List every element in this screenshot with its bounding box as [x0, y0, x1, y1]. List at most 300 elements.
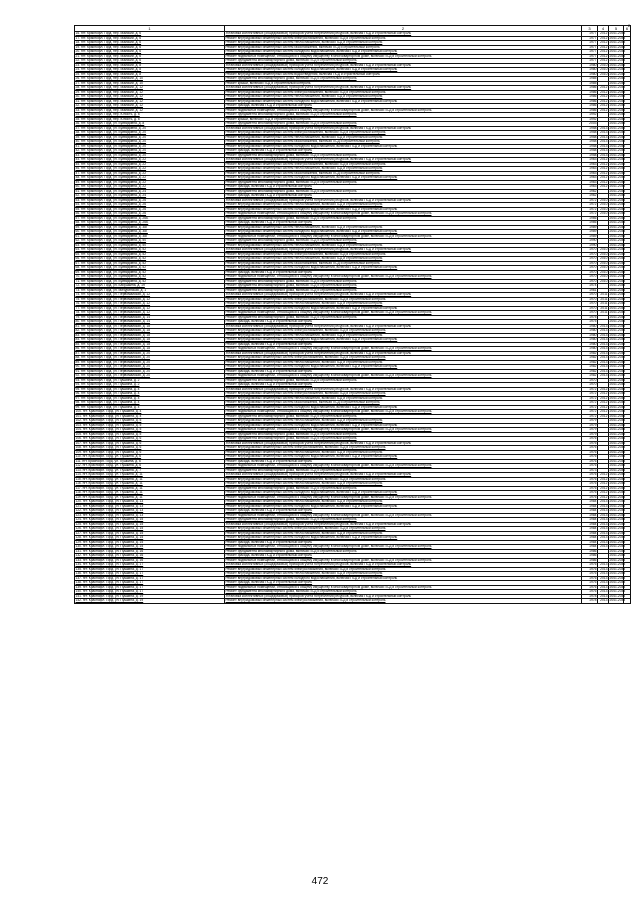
last-repair-year-cell: 2013 [598, 347, 609, 352]
year-built-cell: 1977 [582, 32, 598, 37]
year-built-cell: 1958 [582, 153, 598, 158]
planned-period-cell: 2041-2043 [609, 130, 626, 135]
planned-period-cell: 2041-2043 [609, 404, 626, 409]
planned-period-cell: 2041-2043 [609, 80, 626, 85]
address-cell: 70. пгт. Краснофл. Горд. ул. Буйвидовна, д. 52 [75, 275, 225, 280]
planned-period-cell: 2041-2043 [609, 553, 626, 558]
address-cell: 54. пгт. Краснофл. Горд. ул. Буйвидовна, д. 26 [75, 203, 225, 208]
last-repair-year-cell: 2012 [598, 50, 609, 55]
address-cell: 17. пгт. Краснофл. Горд. пер. Майский, д. 6 [75, 36, 225, 41]
year-built-cell: 1963 [582, 171, 598, 176]
planned-period-cell: 2041-2043 [609, 310, 626, 315]
work-type-cell: Ремонт подвальных помещений, относящихся к общему имуществу в многоквартирном доме, включая ПСД и строительный контроль [225, 374, 582, 379]
year-built-cell: 1980 [582, 63, 598, 68]
year-built-cell: 1976 [582, 450, 598, 455]
last-repair-year-cell: 2013 [598, 351, 609, 356]
planned-period-cell: 2041-2043 [609, 134, 626, 139]
work-type-cell: Ремонт внутридомовых инженерных систем газоснабжения, включая ПСД и строительный контроль [225, 45, 582, 50]
planned-period-cell: 2041-2043 [609, 467, 626, 472]
planned-period-cell: 2041-2043 [609, 193, 626, 198]
last-repair-year-cell: 2010 [598, 257, 609, 262]
planned-period-cell: 2041-2043 [609, 301, 626, 306]
planned-period-cell: 2041-2043 [609, 49, 626, 54]
last-repair-year-cell: 2012 [598, 396, 609, 401]
corner-mark: 2 [628, 23, 631, 28]
year-built-cell: 1984 [582, 504, 598, 509]
year-built-cell: 1990 [582, 243, 598, 248]
year-built-cell: 1972 [582, 396, 598, 401]
work-type-cell: Ремонт внутридомовых инженерных систем теплоснабжения, включая ПСД и строительный контроль [225, 360, 582, 365]
planned-period-cell: 2041-2043 [609, 242, 626, 247]
year-built-cell: 1986 [582, 108, 598, 113]
year-built-cell: 1972 [582, 207, 598, 212]
work-type-cell: Ремонт подвальных помещений, относящихся к общему имуществу в многоквартирном доме, включая ПСД и строительный контроль [225, 585, 582, 590]
address-cell: 136. пгт. Краснофл. Горд. ул. Пушкина, д. 17 [75, 572, 225, 577]
address-cell: 141. пгт. Краснофл. Горд. ул. Пушкина, д. 19 [75, 594, 225, 599]
planned-period-cell: 2041-2043 [609, 580, 626, 585]
last-repair-year-cell: 2013 [598, 324, 609, 329]
year-built-cell: 1985 [582, 81, 598, 86]
address-cell: 50. пгт. Краснофл. Горд. ул. Буйвидовна, д. 22 [75, 185, 225, 190]
address-cell: 67. пгт. Краснофл. Горд. ул. Буйвидовна, д. 52 [75, 261, 225, 266]
year-built-cell: 1976 [582, 495, 598, 500]
header-col-4: 4 [598, 26, 609, 32]
address-cell: 86. пгт. Краснофл. Горд. ул. Первомайская, д. 18 [75, 347, 225, 352]
last-repair-year-cell: 2012 [598, 95, 609, 100]
last-repair-year-cell: 2013 [598, 131, 609, 136]
address-cell: 53. пгт. Краснофл. Горд. ул. Буйвидовна, д. 26 [75, 198, 225, 203]
work-type-cell: Ремонт фасада, включая ПСД и строительный контроль [225, 342, 582, 347]
last-repair-year-cell: 2010 [598, 63, 609, 68]
work-type-cell: Ремонт фундамента многоквартирного дома, включая ПСД и строительный контроль [225, 239, 582, 244]
last-repair-year-cell: 2013 [598, 585, 609, 590]
address-cell: 55. пгт. Краснофл. Горд. ул. Буйвидовна, д. 26 [75, 207, 225, 212]
year-built-cell: 1970 [582, 261, 598, 266]
work-type-cell: Ремонт фундамента многоквартирного дома, включая ПСД и строительный контроль [225, 432, 582, 437]
year-built-cell: 1973 [582, 468, 598, 473]
planned-period-cell: 2041-2043 [609, 188, 626, 193]
work-type-cell: Ремонт фасада, включая ПСД и строительный контроль [225, 581, 582, 586]
planned-period-cell: 2041-2043 [609, 98, 626, 103]
address-cell: 118. пгт. Краснофл. Горд. ул. Пушкина, д. 11 [75, 491, 225, 496]
planned-period-cell: 2041-2043 [609, 85, 626, 90]
address-cell: 44. пгт. Краснофл. Горд. ул. Буйвидовна, д. 22 [75, 158, 225, 163]
planned-period-cell: 2041-2043 [609, 535, 626, 540]
work-type-cell: Ремонт подвальных помещений, относящихся к общему имуществу в многоквартирном доме, включая ПСД и строительный контроль [225, 212, 582, 217]
year-built-cell: 1977 [582, 36, 598, 41]
address-cell: 21. пгт. Краснофл. Горд. пер. Майский, д. 6 [75, 54, 225, 59]
work-type-cell: Ремонт внутридомовых инженерных систем теплоснабжения, включая ПСД и строительный контроль [225, 531, 582, 536]
year-built-cell: 1977 [582, 41, 598, 46]
address-cell: 103. пгт. Краснофл. Горд. ул. Пушкина, д. 5 [75, 423, 225, 428]
work-type-cell: Ремонт подвальных помещений, относящихся к общему имуществу в многоквартирном доме, включая ПСД и строительный контроль [225, 108, 582, 113]
address-cell: 126. пгт. Краснофл. Горд. ул. Пушкина, д. 15 [75, 527, 225, 532]
planned-period-cell: 2041-2043 [609, 197, 626, 202]
work-type-cell: Ремонт внутридомовых инженерных систем теплоснабжения, включая ПСД и строительный контроль [225, 500, 582, 505]
year-built-cell: 1970 [582, 270, 598, 275]
year-built-cell: 1986 [582, 558, 598, 563]
last-repair-year-cell: 2013 [598, 509, 609, 514]
planned-period-cell: 2041-2043 [609, 422, 626, 427]
year-built-cell: 1976 [582, 482, 598, 487]
last-repair-year-cell: 2013 [598, 531, 609, 536]
year-built-cell: 1977 [582, 54, 598, 59]
last-repair-year-cell: 2013 [598, 590, 609, 595]
planned-period-cell: 2041-2043 [609, 206, 626, 211]
year-built-cell: 1976 [582, 473, 598, 478]
year-built-cell: 1970 [582, 297, 598, 302]
work-type-cell: Ремонт фасада, включая ПСД и строительный контроль [225, 459, 582, 464]
planned-period-cell: 2041-2043 [609, 179, 626, 184]
work-type-cell: Ремонт внутридомовых инженерных систем холодного водоснабжения, включая ПСД и строительный контроль [225, 266, 582, 271]
last-repair-year-cell: 2013 [598, 536, 609, 541]
planned-period-cell: 2041-2043 [609, 116, 626, 121]
year-built-cell: 1986 [582, 95, 598, 100]
address-cell: 128. пгт. Краснофл. Горд. ул. Пушкина, д. 15 [75, 536, 225, 541]
year-built-cell: 1976 [582, 437, 598, 442]
planned-period-cell: 2041-2043 [609, 413, 626, 418]
header-col-5: 5 [609, 26, 624, 32]
address-cell: 24. пгт. Краснофл. Горд. пер. Майский, д. 8 [75, 68, 225, 73]
planned-period-cell: 2041-2043 [609, 175, 626, 180]
planned-period-cell: 2041-2043 [609, 202, 626, 207]
address-cell: 96. пгт. Краснофл. Горд. ул. Пушкина, д. 4 [75, 392, 225, 397]
planned-period-cell: 2041-2043 [609, 107, 626, 112]
last-repair-year-cell: 2011 [598, 297, 609, 302]
work-type-cell: Ремонт внутридомовых инженерных систем теплоснабжения, включая ПСД и строительный контроль [225, 450, 582, 455]
last-repair-year-cell: 2011 [598, 293, 609, 298]
planned-period-cell: 2041-2043 [609, 35, 626, 40]
work-type-cell: Ремонт фундамента многоквартирного дома, включая ПСД и строительный контроль [225, 153, 582, 158]
planned-period-cell: 2041-2043 [609, 125, 626, 130]
planned-period-cell: 2041-2043 [609, 503, 626, 508]
address-cell: 107. пгт. Краснофл. Горд. ул. Пушкина, д. 6 [75, 441, 225, 446]
planned-period-cell: 2041-2043 [609, 184, 626, 189]
year-built-cell: 1963 [582, 180, 598, 185]
year-built-cell: 1962 [582, 194, 598, 199]
address-cell: 92. пгт. Краснофл. Горд. ул. Первомайская, д. 20 [75, 374, 225, 379]
address-cell: 80. пгт. Краснофл. Горд. ул. Первомайская, д. 14 [75, 320, 225, 325]
work-type-cell: Ремонт внутридомовых инженерных систем теплоснабжения, включая ПСД и строительный контроль [225, 333, 582, 338]
work-type-cell: Ремонт внутридомовых инженерных систем теплоснабжения, включая ПСД и строительный контроль [225, 203, 582, 208]
last-repair-year-cell: 2012 [598, 401, 609, 406]
repair-program-table [74, 25, 631, 604]
year-built-cell: 1970 [582, 279, 598, 284]
work-type-cell: Ремонт фасада, включая ПСД и строительный контроль [225, 509, 582, 514]
address-cell: 38. пгт. Краснофл. Горд. ул. Буйвидовна, д. 20 [75, 131, 225, 136]
address-cell: 93. пгт. Краснофл. Горд. ул. Пушкина, д. 2 [75, 378, 225, 383]
planned-period-cell: 2041-2043 [609, 449, 626, 454]
address-cell: 74. пгт. Краснофл. Горд. ул. Первомайская, д. 12 [75, 293, 225, 298]
work-type-cell: Ремонт подвальных помещений, относящихся к общему имуществу в многоквартирном доме, включая ПСД и строительный контроль [225, 234, 582, 239]
header-col-2: 2 [225, 26, 582, 32]
work-type-cell: Ремонт фундамента многоквартирного дома, включая ПСД и строительный контроль [225, 288, 582, 293]
work-type-cell: Ремонт внутридомовых инженерных систем холодного водоснабжения, включая ПСД и строительный контроль [225, 144, 582, 149]
work-type-cell: Ремонт внутридомовых инженерных систем электроснабжения, включая ПСД и строительный контроль [225, 162, 582, 167]
year-built-cell: 1980 [582, 338, 598, 343]
last-repair-year-cell: 2013 [598, 504, 609, 509]
planned-period-cell: 2041-2043 [609, 382, 626, 387]
planned-period-cell: 2041-2043 [609, 490, 626, 495]
work-type-cell: Ремонт фасада, включая ПСД и строительный контроль [225, 104, 582, 109]
work-type-cell: Ремонт фасада, включая ПСД и строительный контроль [225, 194, 582, 199]
work-type-cell: Ремонт внутридомовых инженерных систем электроснабжения, включая ПСД и строительный контроль [225, 36, 582, 41]
work-type-cell: Ремонт внутридомовых инженерных систем электроснабжения, включая ПСД и строительный контроль [225, 567, 582, 572]
year-built-cell: 1963 [582, 158, 598, 163]
year-built-cell: 1976 [582, 563, 598, 568]
year-built-cell: 1976 [582, 486, 598, 491]
work-type-cell: Ремонт подвальных помещений, относящихся к общему имуществу в многоквартирном доме, включая ПСД и строительный контроль [225, 495, 582, 500]
year-built-cell: 1984 [582, 536, 598, 541]
planned-period-cell: 2041-2043 [609, 103, 626, 108]
last-repair-year-cell: 2012 [598, 495, 609, 500]
last-repair-year-cell: 2010 [598, 252, 609, 257]
year-built-cell: 1975 [582, 320, 598, 325]
address-cell: 110. пгт. Краснофл. Горд. ул. Пушкина, д. 6 [75, 455, 225, 460]
last-repair-year-cell: 2012 [598, 45, 609, 50]
address-cell: 39. пгт. Краснофл. Горд. ул. Буйвидовна, д. 20 [75, 135, 225, 140]
planned-period-cell: 2041-2043 [609, 472, 626, 477]
year-built-cell: 1976 [582, 441, 598, 446]
address-cell: 124. пгт. Краснофл. Горд. ул. Пушкина, д. 15 [75, 518, 225, 523]
planned-period-cell: 2041-2043 [609, 89, 626, 94]
work-type-cell: Установка коллективных (общедомовых) приборов учета потребления ресурсов, включая ПСД и строительный контроль [225, 32, 582, 37]
last-repair-year-cell: 2010 [598, 198, 609, 203]
address-cell: 28. пгт. Краснофл. Горд. пер. Майский, д. 12 [75, 86, 225, 91]
last-repair-year-cell: 2010 [598, 261, 609, 266]
year-built-cell: 1970 [582, 252, 598, 257]
planned-period-cell: 2041-2043 [609, 508, 626, 513]
address-cell: 100. пгт. Краснофл. Горд. ул. Пушкина, д. 4 [75, 410, 225, 415]
last-repair-year-cell: 2012 [598, 99, 609, 104]
work-type-cell: Ремонт внутридомовых инженерных систем теплоснабжения, включая ПСД и строительный контроль [225, 482, 582, 487]
address-cell: 73. пгт. Краснофл. Горд. ул. Мичуринская, д. 1 [75, 288, 225, 293]
address-cell: 32. пгт. Краснофл. Горд. пер. Майский, д. 12 [75, 104, 225, 109]
address-cell: 101. пгт. Краснофл. Горд. ул. Пушкина, д. 4 [75, 414, 225, 419]
planned-period-cell: 2041-2043 [609, 170, 626, 175]
address-cell: 19. пгт. Краснофл. Горд. пер. Майский, д. 6 [75, 45, 225, 50]
work-type-cell: Ремонт внутридомовых инженерных систем электроснабжения, включая ПСД и строительный контроль [225, 297, 582, 302]
work-type-cell: Установка коллективных (общедомовых) приборов учета потребления ресурсов, включая ПСД и строительный контроль [225, 63, 582, 68]
address-cell: 66. пгт. Краснофл. Горд. ул. Буйвидовна, д. 52 [75, 257, 225, 262]
last-repair-year-cell: 2013 [598, 333, 609, 338]
planned-period-cell: 2041-2043 [609, 229, 626, 234]
last-repair-year-cell: 2013 [598, 563, 609, 568]
last-repair-year-cell: 2012 [598, 410, 609, 415]
address-cell: 59. пгт. Краснофл. Горд. ул. Буйвидовна, д. 38Г [75, 225, 225, 230]
page-number: 472 [311, 876, 329, 887]
year-built-cell: 1958 [582, 135, 598, 140]
address-cell: 111. пгт. Краснофл. Горд. ул. Пушкина, д. 6 [75, 459, 225, 464]
planned-period-cell: 2041-2043 [609, 355, 626, 360]
planned-period-cell: 2041-2043 [609, 436, 626, 441]
work-type-cell: Ремонт фундамента многоквартирного дома, включая ПСД и строительный контроль [225, 468, 582, 473]
year-built-cell: 1984 [582, 527, 598, 532]
address-cell: 71. пгт. Краснофл. Горд. ул. Буйвидовна, д. 52 [75, 279, 225, 284]
year-built-cell: 1972 [582, 198, 598, 203]
work-type-cell: Ремонт фундамента многоквартирного дома, включая ПСД и строительный контроль [225, 59, 582, 64]
planned-period-cell: 2041-2043 [609, 40, 626, 45]
address-cell: 130. пгт. Краснофл. Горд. ул. Пушкина, д. 15 [75, 545, 225, 550]
work-type-cell: Ремонт внутридомовых инженерных систем теплоснабжения, включая ПСД и строительный контроль [225, 41, 582, 46]
planned-period-cell: 2041-2043 [609, 400, 626, 405]
last-repair-year-cell: 2012 [598, 86, 609, 91]
year-built-cell: 1984 [582, 509, 598, 514]
work-type-cell: Ремонт внутридомовых инженерных систем теплоснабжения, включая ПСД и строительный контроль [225, 225, 582, 230]
year-built-cell: 1977 [582, 50, 598, 55]
last-repair-year-cell: 2010 [598, 68, 609, 73]
planned-period-cell: 2041-2043 [609, 368, 626, 373]
work-type-cell: Ремонт подвальных помещений, относящихся к общему имуществу в многоквартирном доме, включая ПСД и строительный контроль [225, 275, 582, 280]
year-built-cell: 1970 [582, 293, 598, 298]
work-type-cell: Ремонт фундамента многоквартирного дома, включая ПСД и строительный контроль [225, 122, 582, 127]
last-repair-year-cell: 2010 [598, 212, 609, 217]
work-type-cell: Ремонт внутридомовых инженерных систем холодного водоснабжения, включая ПСД и строительный контроль [225, 423, 582, 428]
planned-period-cell: 2041-2043 [609, 323, 626, 328]
year-built-cell: 1982 [582, 374, 598, 379]
work-type-cell: Ремонт фасада, включая ПСД и строительный контроль [225, 540, 582, 545]
table-row [75, 599, 631, 604]
planned-period-cell: 2041-2043 [609, 332, 626, 337]
year-built-cell: 1976 [582, 585, 598, 590]
last-repair-year-cell: 2011 [598, 306, 609, 311]
work-type-cell: Ремонт фундамента многоквартирного дома, включая ПСД и строительный контроль [225, 216, 582, 221]
year-built-cell: 1976 [582, 581, 598, 586]
address-cell: 104. пгт. Краснофл. Горд. ул. Пушкина, д. 5 [75, 428, 225, 433]
address-cell: 117. пгт. Краснофл. Горд. ул. Пушкина, д. 11 [75, 486, 225, 491]
last-repair-year-cell: 2012 [598, 176, 609, 181]
planned-period-cell: 2041-2043 [609, 463, 626, 468]
address-cell: 65. пгт. Краснофл. Горд. ул. Буйвидовна, д. 52 [75, 252, 225, 257]
planned-period-cell: 2041-2043 [609, 584, 626, 589]
planned-period-cell: 2041-2043 [609, 494, 626, 499]
last-repair-year-cell: 2012 [598, 104, 609, 109]
work-type-cell: Ремонт внутридомовых инженерных систем электроснабжения, включая ПСД и строительный контроль [225, 599, 582, 604]
address-cell: 35. пгт. Краснофл. Горд. пер. Юность, д. 6 [75, 117, 225, 122]
planned-period-cell: 2041-2043 [609, 314, 626, 319]
address-cell: 27. пгт. Краснофл. Горд. пер. Майский, д. 10 [75, 81, 225, 86]
last-repair-year-cell: 2011 [598, 302, 609, 307]
year-built-cell: 1984 [582, 545, 598, 550]
planned-period-cell: 2041-2043 [609, 220, 626, 225]
year-built-cell: 1978 [582, 599, 598, 604]
address-cell: 30. пгт. Краснофл. Горд. пер. Майский, д. 12 [75, 95, 225, 100]
planned-period-cell: 2041-2043 [609, 112, 626, 117]
year-built-cell: 1979 [582, 428, 598, 433]
work-type-cell: Ремонт фундамента многоквартирного дома, включая ПСД и строительный контроль [225, 590, 582, 595]
address-cell: 26. пгт. Краснофл. Горд. пер. Майский, д. 10 [75, 77, 225, 82]
year-built-cell: 1972 [582, 203, 598, 208]
work-type-cell: Установка коллективных (общедомовых) приборов учета потребления ресурсов, включая ПСД и строительный контроль [225, 198, 582, 203]
work-type-cell: Ремонт внутридомовых инженерных систем холодного водоснабжения, включая ПСД и строительный контроль [225, 99, 582, 104]
planned-period-cell: 2041-2043 [609, 224, 626, 229]
address-cell: 77. пгт. Краснофл. Горд. ул. Первомайская, д. 12 [75, 306, 225, 311]
year-built-cell: 1984 [582, 522, 598, 527]
year-built-cell: 1992 [582, 117, 598, 122]
address-cell: 109. пгт. Краснофл. Горд. ул. Пушкина, д. 6 [75, 450, 225, 455]
address-cell: 43. пгт. Краснофл. Горд. ул. Буйвидовна, д. 20 [75, 153, 225, 158]
work-type-cell: Ремонт фундамента многоквартирного дома, включая ПСД и строительный контроль [225, 414, 582, 419]
planned-period-cell: 2041-2043 [609, 305, 626, 310]
last-repair-year-cell: 2012 [598, 54, 609, 59]
last-repair-year-cell: 2010 [598, 275, 609, 280]
planned-period-cell: 2041-2043 [609, 265, 626, 270]
last-repair-year-cell: 2013 [598, 545, 609, 550]
address-cell: 64. пгт. Краснофл. Горд. ул. Буйвидовна, д. 52 [75, 248, 225, 253]
address-cell: 40. пгт. Краснофл. Горд. ул. Буйвидовна, д. 20 [75, 140, 225, 145]
work-type-cell: Ремонт фундамента многоквартирного дома, включая ПСД и строительный контроль [225, 189, 582, 194]
address-cell: 68. пгт. Краснофл. Горд. ул. Буйвидовна, д. 52 [75, 266, 225, 271]
planned-period-cell: 2041-2043 [609, 247, 626, 252]
planned-period-cell: 2041-2043 [609, 341, 626, 346]
last-repair-year-cell: 2012 [598, 108, 609, 113]
year-built-cell: 1977 [582, 59, 598, 64]
year-built-cell: 1986 [582, 549, 598, 554]
planned-period-cell: 2041-2043 [609, 31, 626, 36]
address-cell: 90. пгт. Краснофл. Горд. ул. Первомайская, д. 20 [75, 365, 225, 370]
year-built-cell: 1958 [582, 131, 598, 136]
address-cell: 132. пгт. Краснофл. Горд. ул. Пушкина, д. 16 [75, 554, 225, 559]
address-cell: 97. пгт. Краснофл. Горд. ул. Пушкина, д. 4 [75, 396, 225, 401]
planned-period-cell: 2041-2043 [609, 395, 626, 400]
address-cell: 49. пгт. Краснофл. Горд. ул. Буйвидовна, д. 22 [75, 180, 225, 185]
address-cell: 84. пгт. Краснофл. Горд. ул. Первомайская, д. 18 [75, 338, 225, 343]
last-repair-year-cell: 2010 [598, 266, 609, 271]
address-cell: 46. пгт. Краснофл. Горд. ул. Буйвидовна, д. 22 [75, 167, 225, 172]
address-cell: 61. пгт. Краснофл. Горд. ул. Буйвидовна, д. 38Г [75, 234, 225, 239]
planned-period-cell: 2041-2043 [609, 391, 626, 396]
last-repair-year-cell: 2010 [598, 270, 609, 275]
last-repair-year-cell: 2012 [598, 171, 609, 176]
work-type-cell: Установка коллективных (общедомовых) приборов учета потребления ресурсов, включая ПСД и строительный контроль [225, 594, 582, 599]
year-built-cell: 1980 [582, 329, 598, 334]
work-type-cell: Ремонт подвальных помещений, относящихся к общему имуществу в многоквартирном доме, включая ПСД и строительный контроль [225, 428, 582, 433]
last-repair-year-cell: 2013 [598, 356, 609, 361]
address-cell: 29. пгт. Краснофл. Горд. пер. Майский, д. 12 [75, 90, 225, 95]
work-type-cell: Ремонт крыши, включая ПСД и строительный контроль [225, 117, 582, 122]
planned-period-cell: 2041-2043 [609, 445, 626, 450]
last-repair-year-cell: 2013 [598, 126, 609, 131]
year-built-cell: 1970 [582, 383, 598, 388]
work-type-cell: Ремонт внутридомовых инженерных систем холодного водоснабжения, включая ПСД и строительный контроль [225, 455, 582, 460]
work-type-cell: Ремонт внутридомовых инженерных систем теплоснабжения, включая ПСД и строительный контроль [225, 302, 582, 307]
work-type-cell: Установка коллективных (общедомовых) приборов учета потребления ресурсов, включая ПСД и строительный контроль [225, 86, 582, 91]
planned-period-cell: 2041-2043 [609, 238, 626, 243]
year-built-cell: 1984 [582, 531, 598, 536]
address-cell: 85. пгт. Краснофл. Горд. ул. Первомайская, д. 18 [75, 342, 225, 347]
year-built-cell: 1970 [582, 275, 598, 280]
work-type-cell: Ремонт крыши, включая ПСД и строительный контроль [225, 81, 582, 86]
address-cell: 112. пгт. Краснофл. Горд. ул. Пушкина, д. 6 [75, 464, 225, 469]
planned-period-cell: 2041-2043 [609, 292, 626, 297]
address-cell: 102. пгт. Краснофл. Горд. ул. Пушкина, д. 5 [75, 419, 225, 424]
year-built-cell: 1970 [582, 257, 598, 262]
last-repair-year-cell: 2012 [598, 392, 609, 397]
year-built-cell: 1986 [582, 554, 598, 559]
address-cell: 135. пгт. Краснофл. Горд. ул. Пушкина, д. 17 [75, 567, 225, 572]
work-type-cell: Ремонт внутридомовых инженерных систем газоснабжения, включая ПСД и строительный контроль [225, 401, 582, 406]
address-cell: 31. пгт. Краснофл. Горд. пер. Майский, д. 12 [75, 99, 225, 104]
last-repair-year-cell: 2013 [598, 369, 609, 374]
planned-period-cell: 2041-2043 [609, 121, 626, 126]
table-body [75, 32, 631, 604]
address-cell: 87. пгт. Краснофл. Горд. ул. Первомайская, д. 20 [75, 351, 225, 356]
last-repair-year-cell: 2013 [598, 149, 609, 154]
year-built-cell: 1980 [582, 72, 598, 77]
work-type-cell: Ремонт внутридомовых инженерных систем газоснабжения, включая ПСД и строительный контроль [225, 261, 582, 266]
work-type-cell: Ремонт внутридомовых инженерных систем теплоснабжения, включая ПСД и строительный контроль [225, 396, 582, 401]
address-cell: 120. пгт. Краснофл. Горд. ул. Пушкина, д. 13 [75, 500, 225, 505]
